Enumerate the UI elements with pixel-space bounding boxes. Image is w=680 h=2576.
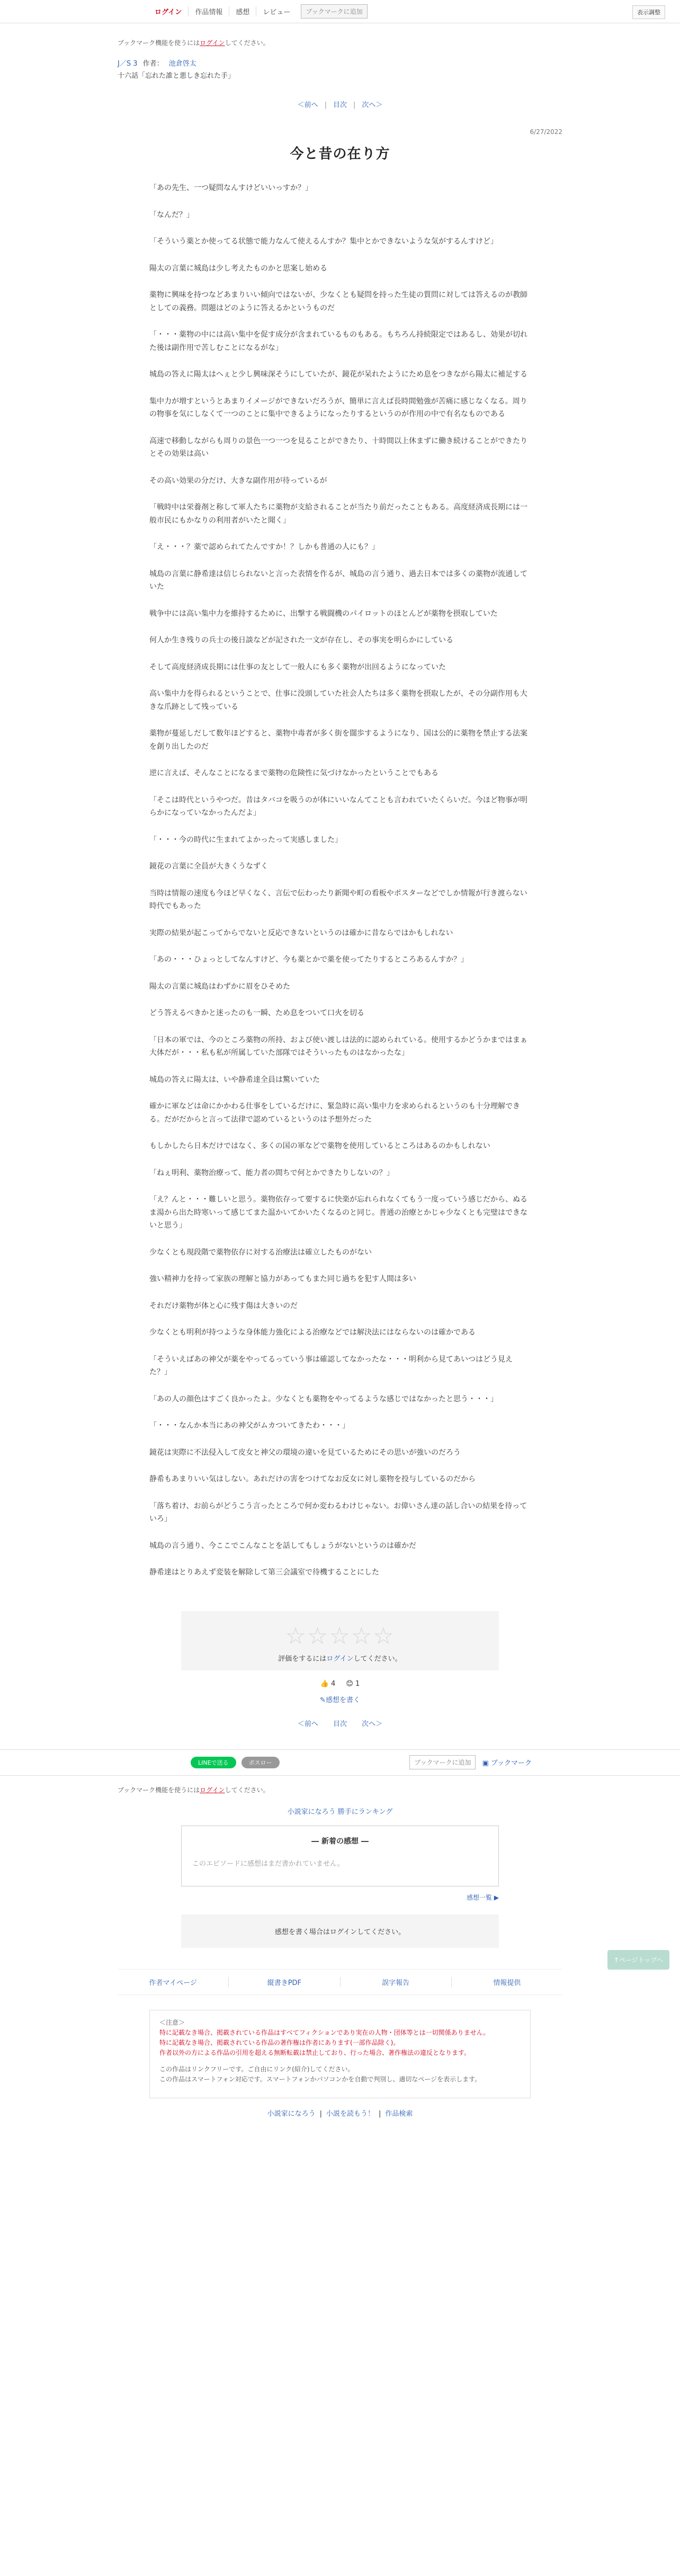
work-info-link[interactable]: 作品情報 bbox=[189, 6, 229, 16]
bookmark-login-link[interactable]: ログイン bbox=[200, 39, 225, 47]
footer-links bbox=[118, 1969, 562, 1995]
body-paragraph: 城島の答えに陽太はへぇと少し興味深そうにしていたが、鏡花が呆れたようにため息をつきながら陽太に補足する bbox=[149, 370, 527, 379]
star-icon[interactable]: ☆ bbox=[285, 1622, 307, 1650]
body-paragraph: そして高度経済成長期には仕事の友として一般人にも多く薬物が出回るようになっていた bbox=[149, 663, 446, 672]
episode-body bbox=[149, 182, 531, 1579]
body-paragraph: 城島の答えに陽太は、いや静希達全員は驚いていた bbox=[149, 1075, 320, 1084]
body-paragraph: 実際の結果が起こってからでないと反応できないというのは確かに昔ならではかもしれない bbox=[149, 928, 453, 937]
impression-list-link[interactable]: 感想一覧 ▶ bbox=[466, 1893, 499, 1901]
post-share-button[interactable]: ポスロー bbox=[241, 1757, 280, 1768]
main-content bbox=[118, 23, 562, 1579]
body-paragraph: 薬物に興味を持つなどあまりいい傾向ではないが、少なくとも疑問を持った生徒の質問に対しては答えるのが教師としての義務。問題はどのように答えるかというものだ bbox=[149, 291, 527, 312]
next-episode-link-bottom[interactable]: 次へ＞ bbox=[362, 1720, 383, 1728]
episode-title: 今と昔の在り方 bbox=[290, 146, 390, 162]
typo-report-link[interactable]: 誤字報告 bbox=[341, 1977, 452, 1987]
body-paragraph: 当時は情報の速度も今ほど早くなく、言伝で伝わったり新聞や町の看板やポスターなどでしか情報が行き渡らない時代でもあった bbox=[149, 889, 527, 910]
body-paragraph: 鏡花の言葉に全員が大きくうなずく bbox=[149, 862, 268, 871]
no-impressions-text: このエピソードに感想はまだ書かれていません。 bbox=[192, 1859, 344, 1868]
bookmark-notice-bottom bbox=[118, 1785, 531, 1794]
body-paragraph: 「戦時中は栄養剤と称して軍人たちに薬物が支給されることが当たり前だったこともある。高度経済成長期には一般市民にもかなりの利用者がいたと聞く」 bbox=[149, 503, 527, 525]
notice-line: この作品はスマートフォン対応です。スマートフォンかパソコンかを自動で判別し、適切なページを表示します。 bbox=[159, 2076, 481, 2083]
new-impressions-heading: ― 新着の感想 ― bbox=[311, 1837, 369, 1846]
share-bar bbox=[0, 1749, 680, 1776]
prev-episode-link-bottom[interactable]: ＜前へ bbox=[297, 1720, 318, 1728]
site-link-search[interactable]: 作品検索 bbox=[385, 2109, 413, 2118]
bookmark-login-link-bottom[interactable]: ログイン bbox=[200, 1786, 225, 1794]
body-paragraph: 「ねぇ明利、薬物治療って、能力者の間ちで何とかできたりしないの？」 bbox=[149, 1168, 394, 1177]
star-icon[interactable]: ☆ bbox=[329, 1622, 351, 1650]
body-paragraph: 「そういう薬とか使ってる状態で能力なんて使えるんすか？集中とかできないような気がするんすけど」 bbox=[149, 237, 498, 246]
body-paragraph: 「なんだ？」 bbox=[149, 210, 194, 219]
rating-msg-suffix: してください。 bbox=[353, 1654, 402, 1663]
toc-link[interactable]: 目次 bbox=[333, 101, 347, 109]
page-top-button[interactable]: ↑ページトップへ bbox=[607, 1950, 669, 1970]
body-paragraph: 「・・・薬物の中には高い集中を促す成分が含まれているものもある。もちろん持続限定ではあるし、効果が切れた後は副作用で苦しむことになるがな」 bbox=[149, 330, 527, 352]
toc-link-bottom[interactable]: 目次 bbox=[333, 1720, 347, 1728]
body-paragraph: 「そこは時代というやつだ。昔はタバコを吸うのが体にいいなんてことも言われていたくらいだ。今ほど物事が明らかになっていなかったんだよ」 bbox=[149, 795, 527, 817]
body-paragraph: 逆に言えば、そんなことになるまで薬物の危険性に気づけなかったということでもある bbox=[149, 769, 439, 777]
write-impression-login-box: 感想を書く場合はログインしてください。 bbox=[181, 1915, 499, 1948]
body-paragraph: 鏡花は実際に不法侵入して皮女と神父の環境の違いを見ているためにその思いが強いのだろう bbox=[149, 1448, 461, 1457]
new-impressions-box bbox=[181, 1826, 499, 1886]
rating-login-message bbox=[181, 1653, 499, 1663]
body-paragraph: 「・・・なんか本当にあの神父がムカついてきたわ・・・」 bbox=[149, 1421, 350, 1430]
body-paragraph: 少なくとも明利が持つような身体能力強化による治療などでは解決法にはならないのは確かである bbox=[149, 1328, 476, 1337]
site-link-yomou[interactable]: 小説を読もう！ bbox=[326, 2109, 374, 2118]
episode-pager-bottom bbox=[0, 1718, 680, 1728]
star-icon[interactable]: ☆ bbox=[307, 1622, 329, 1650]
body-paragraph: どう答えるべきかと迷ったのも一瞬、ため息をついて口火を切る bbox=[149, 1009, 364, 1017]
vertical-pdf-link[interactable]: 縦書きPDF bbox=[229, 1977, 340, 1987]
body-paragraph: 陽太の言葉に城島は少し考えたものかと思案し始める bbox=[149, 264, 327, 273]
star-icon[interactable]: ☆ bbox=[373, 1622, 395, 1650]
notice-red-line: 作者以外の方による作品の引用を超える無断転載は禁止しており、行った場合、著作権法の違反となります。 bbox=[159, 2049, 471, 2057]
site-footer: 小説家になろう | 小説を読もう！ | 作品検索 bbox=[0, 2108, 680, 2118]
smile-reaction[interactable]: 😊 1 bbox=[346, 1679, 360, 1688]
body-paragraph: その高い効果の分だけ、大きな副作用が待っているが bbox=[149, 476, 327, 485]
bookmark-link[interactable]: ▣ ブックマーク bbox=[482, 1759, 532, 1767]
body-paragraph: 高い集中力を得られるということで、仕事に没頭していた社会人たちは多く薬物を摂取したが、その分副作用も大きな爪跡として残っている bbox=[149, 690, 527, 711]
lower-section bbox=[118, 1785, 531, 1902]
body-paragraph: それだけ薬物が体と心に残す傷は大きいのだ bbox=[149, 1301, 298, 1310]
body-paragraph: 城島の言う通り、今ここでこんなことを話してもしょうがないというのは確かだ bbox=[149, 1541, 416, 1550]
episode-pager-top: ＜前へ | 目次 | 次へ＞ bbox=[149, 99, 531, 109]
body-paragraph: 薬物が蔓延しだして数年ほどすると、薬物中毒者が多く街を闊歩するようになり、国は公的に薬物を禁止する法案を創り出したのだ bbox=[149, 729, 527, 751]
add-bookmark-button-bottom[interactable]: ブックマークに追加 bbox=[409, 1755, 476, 1769]
line-share-button[interactable]: LINEで送る bbox=[191, 1757, 236, 1768]
notice-line: この作品はリンクフリーです。ご自由にリンク(紹介)してください。 bbox=[159, 2065, 354, 2073]
novel-meta bbox=[118, 58, 531, 80]
body-paragraph: 陽太の言葉に城島はわずかに眉をひそめた bbox=[149, 982, 290, 991]
body-paragraph: 確かに軍などは命にかかわる仕事をしているだけに、緊急時に高い集中力を求められるというのも十分理解できる。だがだからと言って法律で認めているというのは予想外だった bbox=[149, 1102, 520, 1124]
rating-stars[interactable] bbox=[181, 1623, 499, 1650]
body-paragraph: 「そういえばあの神父が薬をやってるっていう事は確認してなかったな・・・明利から見てあいつはどう見えた？」 bbox=[149, 1355, 513, 1376]
header-nav bbox=[148, 6, 297, 16]
bookmark-notice-suffix: してください。 bbox=[225, 39, 270, 47]
body-paragraph: 強い精神力を持って家族の理解と協力があってもまた同じ過ちを犯す人間は多い bbox=[149, 1275, 416, 1283]
ranking-link[interactable]: 小説家になろう 勝手にランキング bbox=[287, 1808, 393, 1816]
notice-heading: ＜注意＞ bbox=[159, 2018, 185, 2026]
series-title-link[interactable]: J／S 3 bbox=[118, 60, 138, 68]
body-paragraph: 「落ち着け、お前らがどうこう言ったところで何か変わるわけじゃない。お偉いさん達の話し合いの結果を待っていろ」 bbox=[149, 1501, 527, 1523]
lower-notice-suffix: してください。 bbox=[225, 1786, 270, 1794]
author-mypage-link[interactable]: 作者マイページ bbox=[118, 1977, 229, 1987]
rating-box bbox=[181, 1611, 499, 1670]
add-bookmark-button[interactable]: ブックマークに追加 bbox=[301, 4, 367, 19]
reactions bbox=[0, 1680, 680, 1688]
bookmark-notice-prefix: ブックマーク機能を使うには bbox=[118, 39, 200, 47]
body-paragraph: 「え・・・？薬で認められてたんですか！？しかも普通の人にも？」 bbox=[149, 543, 379, 551]
author-label: 作者： bbox=[142, 60, 164, 68]
prev-episode-link[interactable]: ＜前へ bbox=[297, 101, 318, 109]
site-link-narou[interactable]: 小説家になろう bbox=[267, 2109, 316, 2118]
body-paragraph: 少なくとも現段階で薬物依存に対する治療法は確立したものがない bbox=[149, 1248, 372, 1257]
body-paragraph: 「え？んと・・・難しいと思う。薬物依存って要するに快楽が忘れられなくてもう一度っていう感じだから、ぬるま湯から出た時寒いって感じてまた温かいてかいたくなるのと同じ。普通の治療とかじゃ少なくとも完璧はできないと思う」 bbox=[149, 1195, 527, 1230]
body-paragraph: 城島の言葉に静希達は信じられないと言った表情を作るが、城島の言う通り、過去日本では多くの薬物が流通していた bbox=[149, 569, 527, 591]
display-settings-button[interactable]: 表示調整 bbox=[632, 5, 665, 19]
body-paragraph: 何人か生き残りの兵士の後日談などが記された一文が存在し、その事実を明らかにしている bbox=[149, 636, 453, 645]
lower-notice-prefix: ブックマーク機能を使うには bbox=[118, 1786, 200, 1794]
rating-msg-prefix: 評価をするには bbox=[278, 1654, 327, 1663]
body-paragraph: 高速で移動しながらも周りの景色一つ一つを見ることができたり、十時間以上休まずに働き続けることができたりとその効果は高い bbox=[149, 436, 527, 458]
notice-red-line: 特に記載なき場合、掲載されている作品はすべてフィクションであり実在の人物・団体等とは一切関係ありません。 bbox=[159, 2028, 490, 2036]
bookmark-notice bbox=[118, 38, 531, 47]
body-paragraph: 「あの・・・ひょっとしてなんすけど、今も薬とかで薬を使ってたりするところあるんすか？」 bbox=[149, 955, 468, 964]
top-header bbox=[0, 0, 680, 23]
rating-login-link[interactable]: ログイン bbox=[326, 1654, 354, 1663]
body-paragraph: もしかしたら日本だけではなく、多くの国の軍などで薬物を使用しているところはあるのかもしれない bbox=[149, 1142, 490, 1150]
star-icon[interactable]: ☆ bbox=[351, 1622, 373, 1650]
review-link[interactable]: レビュー bbox=[263, 8, 291, 16]
body-paragraph: 「日本の軍では、今のところ薬物の所持、および使い渡しは法的に認められている。使用するかどうかまではまぁ大体だが・・・私も私が所属していた部隊ではそういったものはなかったな」 bbox=[149, 1035, 527, 1057]
notice-box bbox=[149, 2010, 531, 2098]
publish-date: 6/27/2022 bbox=[530, 128, 562, 136]
body-paragraph: 戦争中には高い集中力を維持するために、出撃する戦闘機のパイロットのほとんどが薬物を摂取していた bbox=[149, 609, 498, 618]
body-paragraph: 集中力が増すというとあまりイメージができないだろうが、簡単に言えば長時間勉強が苦痛に感じなくなる。周りの物事を気にしなくて一つのことに集中できるようになったりするというのが作用の中で有名なものである bbox=[149, 397, 527, 418]
body-paragraph: 静希達はとりあえず変装を解除して第三会議室で待機することにした bbox=[149, 1568, 379, 1577]
write-impression-link[interactable]: ✎感想を書く bbox=[320, 1696, 360, 1704]
login-link[interactable]: ログイン bbox=[148, 6, 189, 16]
impressions-link[interactable]: 感想 bbox=[229, 6, 256, 16]
body-paragraph: 静希もあまりいい気はしない。あれだけの害をつけてなお反女に対し薬物を投与しているのだから bbox=[149, 1475, 476, 1483]
next-episode-link[interactable]: 次へ＞ bbox=[362, 101, 383, 109]
author-link[interactable]: 池倉啓太 bbox=[168, 60, 196, 68]
body-paragraph: 「あの先生、一つ疑問なんすけどいいっすか？」 bbox=[149, 184, 312, 192]
info-provide-link[interactable]: 情報提供 bbox=[493, 1979, 521, 1987]
thumbs-up-reaction[interactable]: 👍 4 bbox=[320, 1679, 336, 1688]
body-paragraph: 「あの人の顔色はすごく良かったよ。少なくとも薬物をやってるような感じではなかったと思う・・・」 bbox=[149, 1394, 498, 1403]
body-paragraph: 「・・・今の時代に生まれてよかったって実感しました」 bbox=[149, 835, 342, 844]
notice-red-line: 特に記載なき場合、掲載されている作品の著作権は作者にあります(一部作品除く)。 bbox=[159, 2038, 400, 2046]
chapter-title: 十六話「忘れた誰と悪しき忘れた手」 bbox=[118, 72, 235, 80]
